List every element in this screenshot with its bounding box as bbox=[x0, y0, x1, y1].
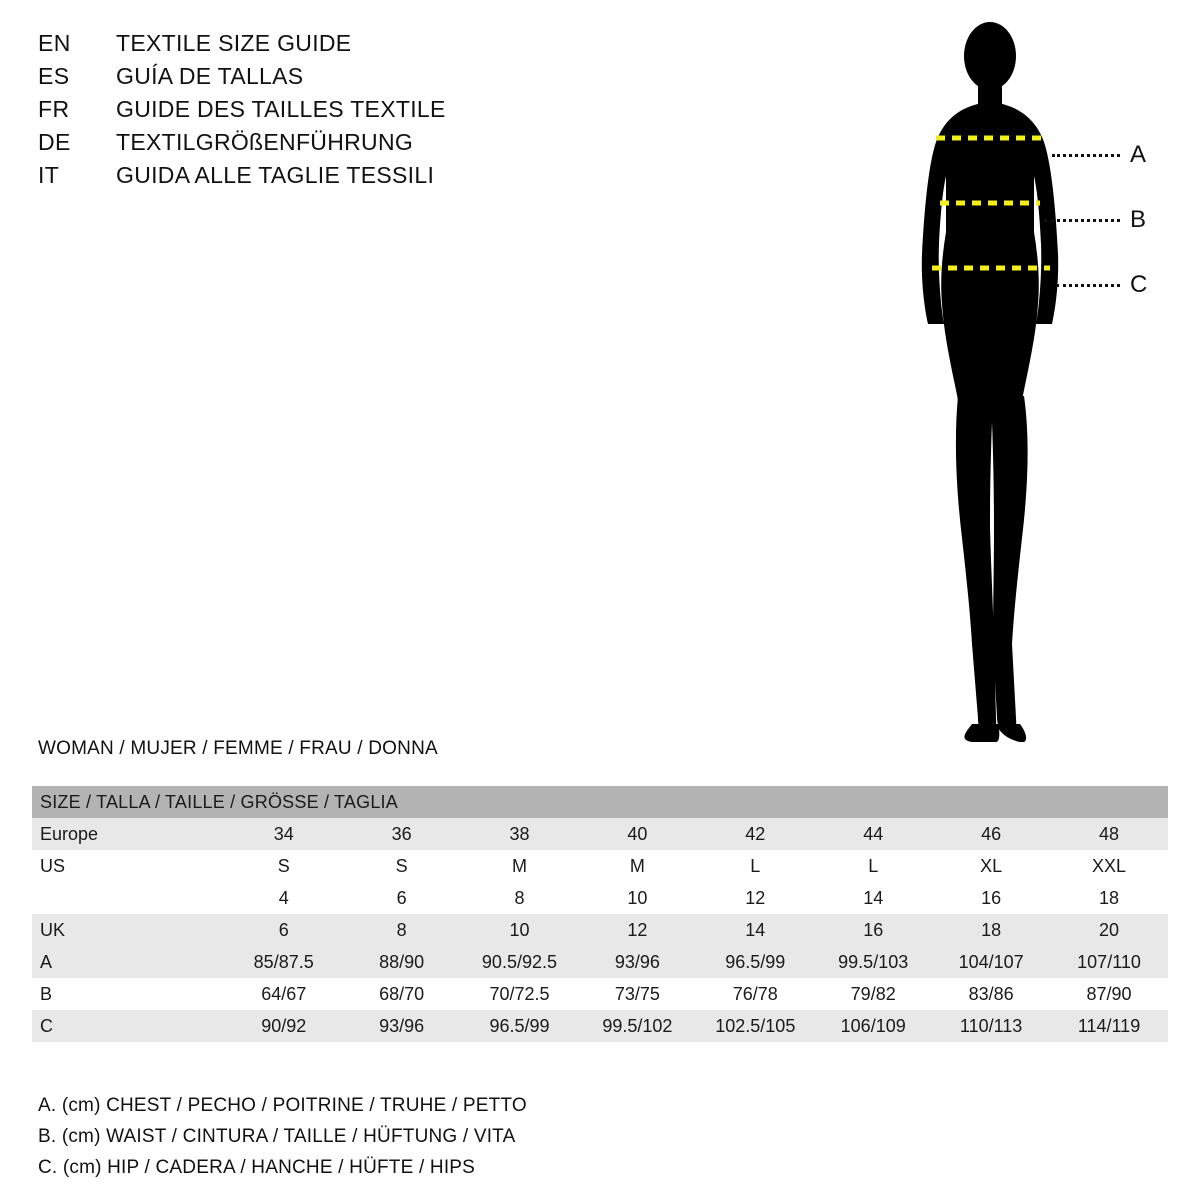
cell-value: 18 bbox=[932, 914, 1050, 946]
cell-value: 106/109 bbox=[814, 1010, 932, 1042]
cell-value: 93/96 bbox=[578, 946, 696, 978]
cell-value: 6 bbox=[343, 882, 461, 914]
body-measurement-figure bbox=[860, 18, 1180, 748]
cell-value: 85/87.5 bbox=[225, 946, 343, 978]
measurement-legend bbox=[38, 1090, 527, 1183]
legend-line-b: B. (cm) WAIST / CINTURA / TAILLE / HÜFTUNG / VITA bbox=[38, 1126, 516, 1147]
title-row-en bbox=[38, 30, 738, 63]
title-heading: GUIDA ALLE TAGLIE TESSILI bbox=[116, 162, 435, 188]
cell-value: M bbox=[578, 850, 696, 882]
cell-value: L bbox=[814, 850, 932, 882]
cell-value: 90/92 bbox=[225, 1010, 343, 1042]
cell-value: 102.5/105 bbox=[696, 1010, 814, 1042]
cell-value: 93/96 bbox=[343, 1010, 461, 1042]
cell-value: 64/67 bbox=[225, 978, 343, 1010]
title-language-code: ES bbox=[38, 63, 70, 89]
row-label bbox=[32, 882, 225, 914]
row-label: UK bbox=[32, 914, 225, 946]
cell-value: 99.5/102 bbox=[578, 1010, 696, 1042]
female-silhouette-icon bbox=[860, 18, 1180, 748]
cell-value: 12 bbox=[578, 914, 696, 946]
cell-value: 4 bbox=[225, 882, 343, 914]
cell-value: S bbox=[343, 850, 461, 882]
row-label: B bbox=[32, 978, 225, 1010]
row-label: C bbox=[32, 1010, 225, 1042]
cell-value: 10 bbox=[461, 914, 579, 946]
leader-line-b bbox=[1044, 219, 1120, 222]
cell-value: 12 bbox=[696, 882, 814, 914]
cell-value: 20 bbox=[1050, 914, 1168, 946]
leader-line-a bbox=[1052, 154, 1120, 157]
cell-value: 110/113 bbox=[932, 1010, 1050, 1042]
cell-value: 73/75 bbox=[578, 978, 696, 1010]
cell-value: 68/70 bbox=[343, 978, 461, 1010]
cell-value: 16 bbox=[814, 914, 932, 946]
size-table bbox=[32, 786, 1168, 1042]
table-row bbox=[32, 978, 1168, 1010]
cell-value: 14 bbox=[696, 914, 814, 946]
table-row bbox=[32, 914, 1168, 946]
title-heading: TEXTILGRÖßENFÜHRUNG bbox=[116, 129, 414, 155]
cell-value: 34 bbox=[225, 818, 343, 850]
cell-value: 42 bbox=[696, 818, 814, 850]
marker-letter-b: B bbox=[1130, 206, 1147, 233]
title-row-es bbox=[38, 63, 738, 96]
cell-value: S bbox=[225, 850, 343, 882]
cell-value: 79/82 bbox=[814, 978, 932, 1010]
cell-value: 8 bbox=[343, 914, 461, 946]
cell-value: L bbox=[696, 850, 814, 882]
title-language-code: EN bbox=[38, 30, 71, 56]
table-header-label: SIZE / TALLA / TAILLE / GRÖSSE / TAGLIA bbox=[32, 786, 1168, 818]
table-row bbox=[32, 850, 1168, 882]
title-heading: GUÍA DE TALLAS bbox=[116, 63, 304, 89]
cell-value: 90.5/92.5 bbox=[461, 946, 579, 978]
title-heading: TEXTILE SIZE GUIDE bbox=[116, 30, 352, 56]
row-label: A bbox=[32, 946, 225, 978]
title-heading: GUIDE DES TAILLES TEXTILE bbox=[116, 96, 446, 122]
cell-value: 46 bbox=[932, 818, 1050, 850]
title-language-code: IT bbox=[38, 162, 60, 188]
cell-value: 18 bbox=[1050, 882, 1168, 914]
row-label: US bbox=[32, 850, 225, 882]
table-row bbox=[32, 882, 1168, 914]
cell-value: 44 bbox=[814, 818, 932, 850]
table-row bbox=[32, 818, 1168, 850]
cell-value: M bbox=[461, 850, 579, 882]
title-block bbox=[38, 30, 738, 195]
cell-value: 96.5/99 bbox=[696, 946, 814, 978]
leader-line-c bbox=[1056, 284, 1120, 287]
title-language-code: FR bbox=[38, 96, 70, 122]
marker-letter-c: C bbox=[1130, 271, 1148, 298]
cell-value: 16 bbox=[932, 882, 1050, 914]
title-language-code: DE bbox=[38, 129, 71, 155]
cell-value: 96.5/99 bbox=[461, 1010, 579, 1042]
cell-value: 76/78 bbox=[696, 978, 814, 1010]
title-row-fr bbox=[38, 96, 738, 129]
cell-value: 6 bbox=[225, 914, 343, 946]
legend-line-c: C. (cm) HIP / CADERA / HANCHE / HÜFTE / HIPS bbox=[38, 1157, 476, 1178]
row-label: Europe bbox=[32, 818, 225, 850]
table-row bbox=[32, 946, 1168, 978]
cell-value: 38 bbox=[461, 818, 579, 850]
cell-value: 8 bbox=[461, 882, 579, 914]
cell-value: 36 bbox=[343, 818, 461, 850]
cell-value: XXL bbox=[1050, 850, 1168, 882]
legend-line-a: A. (cm) CHEST / PECHO / POITRINE / TRUHE / PETTO bbox=[38, 1095, 527, 1116]
cell-value: 107/110 bbox=[1050, 946, 1168, 978]
cell-value: 83/86 bbox=[932, 978, 1050, 1010]
table-row bbox=[32, 1010, 1168, 1042]
cell-value: 70/72.5 bbox=[461, 978, 579, 1010]
cell-value: 87/90 bbox=[1050, 978, 1168, 1010]
cell-value: 99.5/103 bbox=[814, 946, 932, 978]
cell-value: 48 bbox=[1050, 818, 1168, 850]
marker-letter-a: A bbox=[1130, 141, 1147, 168]
cell-value: 88/90 bbox=[343, 946, 461, 978]
cell-value: 40 bbox=[578, 818, 696, 850]
cell-value: 104/107 bbox=[932, 946, 1050, 978]
section-label-woman: WOMAN / MUJER / FEMME / FRAU / DONNA bbox=[38, 738, 438, 759]
title-row-it bbox=[38, 162, 738, 195]
table-header-row bbox=[32, 786, 1168, 818]
cell-value: 14 bbox=[814, 882, 932, 914]
cell-value: 114/119 bbox=[1050, 1010, 1168, 1042]
cell-value: XL bbox=[932, 850, 1050, 882]
title-row-de bbox=[38, 129, 738, 162]
cell-value: 10 bbox=[578, 882, 696, 914]
